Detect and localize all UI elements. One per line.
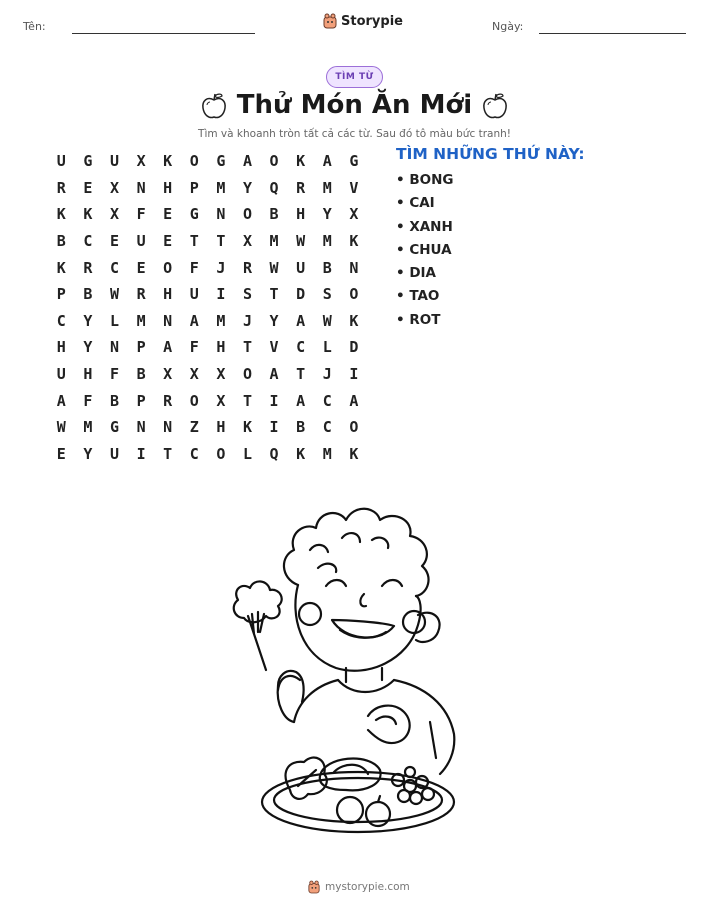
grid-letter[interactable]: R	[136, 285, 146, 304]
grid-letter[interactable]: X	[109, 205, 119, 224]
grid-letter[interactable]: G	[189, 205, 199, 224]
date-line[interactable]	[539, 33, 686, 34]
grid-letter[interactable]: T	[242, 338, 252, 357]
grid-letter[interactable]: Y	[83, 311, 93, 330]
grid-letter[interactable]: U	[296, 258, 306, 277]
grid-letter[interactable]: B	[322, 258, 332, 277]
grid-letter[interactable]: H	[296, 205, 306, 224]
grid-letter[interactable]: Q	[269, 444, 279, 463]
grid-letter[interactable]: C	[83, 232, 93, 251]
grid-letter[interactable]: A	[56, 391, 66, 410]
grid-letter[interactable]: C	[296, 338, 306, 357]
grid-letter[interactable]: X	[216, 365, 226, 384]
grid-letter[interactable]: U	[109, 444, 119, 463]
grid-letter[interactable]: P	[189, 178, 199, 197]
grid-letter[interactable]: I	[349, 365, 359, 384]
grid-letter[interactable]: K	[83, 205, 93, 224]
word-item: • ROT	[396, 311, 441, 328]
word-search-grid[interactable]	[48, 148, 367, 467]
grid-letter[interactable]: O	[189, 152, 199, 171]
page-title: Thử Món Ăn Mới	[236, 90, 473, 120]
grid-letter[interactable]: D	[349, 338, 359, 357]
grid-letter[interactable]: U	[56, 152, 66, 171]
grid-letter[interactable]: O	[216, 444, 226, 463]
grid-letter[interactable]: P	[136, 391, 146, 410]
grid-letter[interactable]: J	[242, 311, 252, 330]
grid-letter[interactable]: O	[163, 258, 173, 277]
grid-letter[interactable]: A	[269, 365, 279, 384]
grid-letter[interactable]: T	[296, 365, 306, 384]
grid-letter[interactable]: M	[216, 311, 226, 330]
grid-letter[interactable]: M	[83, 418, 93, 437]
grid-letter[interactable]: T	[269, 285, 279, 304]
grid-letter[interactable]: X	[189, 365, 199, 384]
storypie-logo-icon	[308, 880, 320, 894]
name-line[interactable]	[72, 33, 255, 34]
grid-letter[interactable]: D	[296, 285, 306, 304]
grid-letter[interactable]: G	[349, 152, 359, 171]
grid-letter[interactable]: R	[83, 258, 93, 277]
grid-letter[interactable]: K	[349, 232, 359, 251]
grid-letter[interactable]: M	[269, 232, 279, 251]
grid-letter[interactable]: F	[83, 391, 93, 410]
grid-letter[interactable]: L	[322, 338, 332, 357]
grid-letter[interactable]: V	[269, 338, 279, 357]
child-eating-illustration[interactable]	[218, 490, 478, 840]
grid-letter[interactable]: N	[136, 178, 146, 197]
grid-letter[interactable]: Y	[322, 205, 332, 224]
grid-letter[interactable]: M	[322, 232, 332, 251]
grid-letter[interactable]: X	[349, 205, 359, 224]
grid-letter[interactable]: B	[109, 391, 119, 410]
grid-letter[interactable]: E	[163, 232, 173, 251]
grid-letter[interactable]: X	[216, 391, 226, 410]
grid-letter[interactable]: N	[136, 418, 146, 437]
grid-letter[interactable]: L	[242, 444, 252, 463]
grid-letter[interactable]: E	[56, 444, 66, 463]
grid-letter[interactable]: I	[269, 418, 279, 437]
word-item: • XANH	[396, 218, 453, 235]
grid-letter[interactable]: I	[136, 444, 146, 463]
grid-letter[interactable]: N	[109, 338, 119, 357]
grid-letter[interactable]: M	[322, 444, 332, 463]
grid-letter[interactable]: F	[136, 205, 146, 224]
footer-url[interactable]: mystorypie.com	[325, 881, 410, 893]
grid-letter[interactable]: A	[296, 391, 306, 410]
grid-letter[interactable]: X	[136, 152, 146, 171]
grid-letter[interactable]: E	[83, 178, 93, 197]
grid-letter[interactable]: A	[163, 338, 173, 357]
grid-letter[interactable]: K	[296, 152, 306, 171]
grid-letter[interactable]: P	[56, 285, 66, 304]
grid-letter[interactable]: K	[163, 152, 173, 171]
word-list	[396, 172, 453, 335]
grid-letter[interactable]: H	[163, 285, 173, 304]
footer	[308, 880, 410, 894]
grid-letter[interactable]: G	[83, 152, 93, 171]
grid-letter[interactable]: B	[269, 205, 279, 224]
grid-letter[interactable]: T	[189, 232, 199, 251]
grid-letter[interactable]: K	[349, 311, 359, 330]
grid-letter[interactable]: B	[56, 232, 66, 251]
grid-letter[interactable]: K	[242, 418, 252, 437]
grid-letter[interactable]: Y	[83, 338, 93, 357]
grid-letter[interactable]: F	[109, 365, 119, 384]
word-item: • TAO	[396, 288, 440, 305]
grid-letter[interactable]: X	[109, 178, 119, 197]
grid-letter[interactable]: N	[163, 311, 173, 330]
grid-letter[interactable]: T	[163, 444, 173, 463]
grid-letter[interactable]: J	[216, 258, 226, 277]
grid-letter[interactable]: N	[216, 205, 226, 224]
grid-letter[interactable]: K	[296, 444, 306, 463]
grid-letter[interactable]: C	[322, 418, 332, 437]
grid-letter[interactable]: A	[349, 391, 359, 410]
grid-letter[interactable]: A	[322, 152, 332, 171]
grid-letter[interactable]: J	[322, 365, 332, 384]
word-item: • DIA	[396, 265, 437, 282]
grid-letter[interactable]: Y	[269, 311, 279, 330]
grid-letter[interactable]: O	[349, 285, 359, 304]
grid-letter[interactable]: W	[322, 311, 332, 330]
grid-letter[interactable]: E	[163, 205, 173, 224]
grid-letter[interactable]: R	[242, 258, 252, 277]
apple-icon	[482, 92, 508, 120]
grid-letter[interactable]: X	[242, 232, 252, 251]
word-list-title: TÌM NHỮNG THỨ NÀY:	[396, 145, 585, 163]
grid-letter[interactable]: M	[136, 311, 146, 330]
grid-letter[interactable]: S	[242, 285, 252, 304]
grid-letter[interactable]: K	[56, 258, 66, 277]
grid-letter[interactable]: W	[296, 232, 306, 251]
grid-letter[interactable]: R	[163, 391, 173, 410]
grid-letter[interactable]: E	[136, 258, 146, 277]
grid-letter[interactable]: A	[296, 311, 306, 330]
grid-letter[interactable]: W	[269, 258, 279, 277]
grid-letter[interactable]: H	[163, 178, 173, 197]
grid-letter[interactable]: L	[109, 311, 119, 330]
grid-letter[interactable]: C	[189, 444, 199, 463]
grid-letter[interactable]: V	[349, 178, 359, 197]
grid-letter[interactable]: F	[189, 338, 199, 357]
grid-letter[interactable]: I	[269, 391, 279, 410]
grid-letter[interactable]: A	[242, 152, 252, 171]
grid-letter[interactable]: T	[242, 391, 252, 410]
grid-letter[interactable]: C	[109, 258, 119, 277]
grid-letter[interactable]: Y	[83, 444, 93, 463]
storypie-logo-icon	[323, 13, 337, 29]
grid-letter[interactable]: N	[163, 418, 173, 437]
grid-letter[interactable]: I	[216, 285, 226, 304]
grid-letter[interactable]: U	[189, 285, 199, 304]
grid-letter[interactable]: T	[216, 232, 226, 251]
grid-letter[interactable]: R	[296, 178, 306, 197]
grid-letter[interactable]: C	[322, 391, 332, 410]
grid-letter[interactable]: R	[56, 178, 66, 197]
grid-letter[interactable]: H	[56, 338, 66, 357]
grid-letter[interactable]: X	[163, 365, 173, 384]
grid-letter[interactable]: M	[216, 178, 226, 197]
grid-letter[interactable]: H	[83, 365, 93, 384]
grid-letter[interactable]: O	[242, 205, 252, 224]
name-label: Tên:	[23, 20, 46, 33]
grid-letter[interactable]: W	[56, 418, 66, 437]
grid-letter[interactable]: P	[136, 338, 146, 357]
grid-letter[interactable]: U	[136, 232, 146, 251]
grid-letter[interactable]: Y	[242, 178, 252, 197]
grid-letter[interactable]: O	[349, 418, 359, 437]
grid-letter[interactable]: Z	[189, 418, 199, 437]
grid-letter[interactable]: E	[109, 232, 119, 251]
grid-letter[interactable]: M	[322, 178, 332, 197]
grid-letter[interactable]: S	[322, 285, 332, 304]
grid-letter[interactable]: Q	[269, 178, 279, 197]
grid-letter[interactable]: B	[136, 365, 146, 384]
grid-letter[interactable]: W	[109, 285, 119, 304]
grid-letter[interactable]: B	[83, 285, 93, 304]
brand-name: Storypie	[341, 13, 403, 29]
grid-letter[interactable]: F	[189, 258, 199, 277]
grid-letter[interactable]: C	[56, 311, 66, 330]
grid-letter[interactable]: B	[296, 418, 306, 437]
brand-logo	[323, 13, 403, 29]
grid-letter[interactable]: N	[349, 258, 359, 277]
grid-letter[interactable]: G	[109, 418, 119, 437]
grid-letter[interactable]: G	[216, 152, 226, 171]
instructions: Tìm và khoanh tròn tất cả các từ. Sau đó tô màu bức tranh!	[198, 128, 511, 140]
word-item: • CAI	[396, 195, 435, 212]
grid-letter[interactable]: A	[189, 311, 199, 330]
word-item: • CHUA	[396, 241, 452, 258]
grid-letter[interactable]: K	[349, 444, 359, 463]
grid-letter[interactable]: U	[56, 365, 66, 384]
worksheet-type-badge: TÌM TỪ	[326, 66, 383, 88]
grid-letter[interactable]: O	[242, 365, 252, 384]
grid-letter[interactable]: U	[109, 152, 119, 171]
grid-letter[interactable]: O	[269, 152, 279, 171]
grid-letter[interactable]: H	[216, 338, 226, 357]
grid-letter[interactable]: K	[56, 205, 66, 224]
grid-letter[interactable]: O	[189, 391, 199, 410]
date-label: Ngày:	[492, 20, 524, 33]
word-item: • BONG	[396, 172, 454, 188]
grid-letter[interactable]: H	[216, 418, 226, 437]
